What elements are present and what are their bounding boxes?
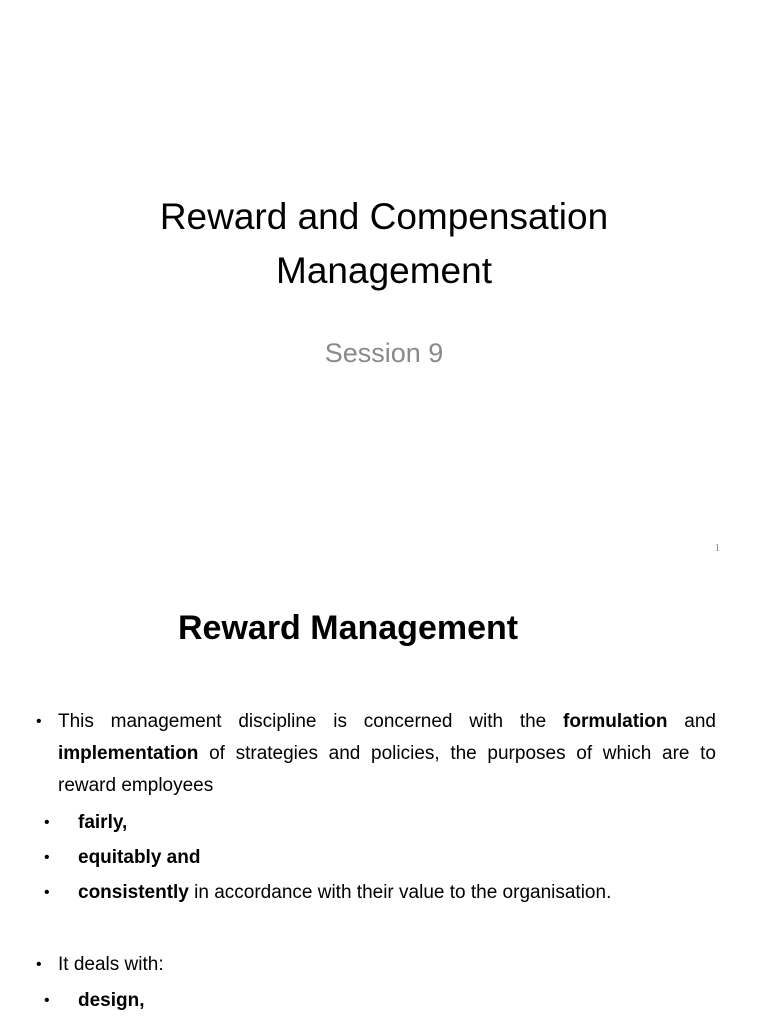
paragraph-bold-term: implementation xyxy=(58,743,199,764)
paragraph-text: This management discipline is concerned with the xyxy=(58,711,564,732)
bullet-marker: • xyxy=(44,992,50,1009)
paragraph-text: and xyxy=(667,711,716,732)
sub-bullet-bold: equitably and xyxy=(78,847,201,868)
bullet-marker: • xyxy=(44,814,50,831)
page-number: 1 xyxy=(714,542,720,554)
sub-bullet-bold: design, xyxy=(78,990,145,1011)
slide-subtitle: Session 9 xyxy=(324,338,444,368)
bullet-marker: • xyxy=(44,849,50,866)
paragraph-text: of strategies and policies, the purposes of which are to reward employees xyxy=(58,743,716,796)
paragraph-bold-term: formulation xyxy=(563,711,668,732)
bullet-marker: • xyxy=(36,956,42,973)
bullet-marker: • xyxy=(44,884,50,901)
bullet-paragraph xyxy=(36,706,716,802)
bullet-paragraph xyxy=(36,950,164,980)
deals-with-text: It deals with: xyxy=(58,954,164,975)
sub-bullet-text: in accordance with their value to the organisation. xyxy=(188,882,612,903)
content-slide xyxy=(0,576,768,1024)
slide-title-line-2: Management xyxy=(276,250,492,291)
sub-bullet-bold: consistently xyxy=(78,882,189,903)
sub-bullet-bold: fairly, xyxy=(78,812,128,833)
content-slide-title: Reward Management xyxy=(178,609,519,647)
slide-title-line-1: Reward and Compensation xyxy=(159,196,609,237)
slide-title xyxy=(0,190,768,298)
bullet-marker: • xyxy=(36,713,42,730)
